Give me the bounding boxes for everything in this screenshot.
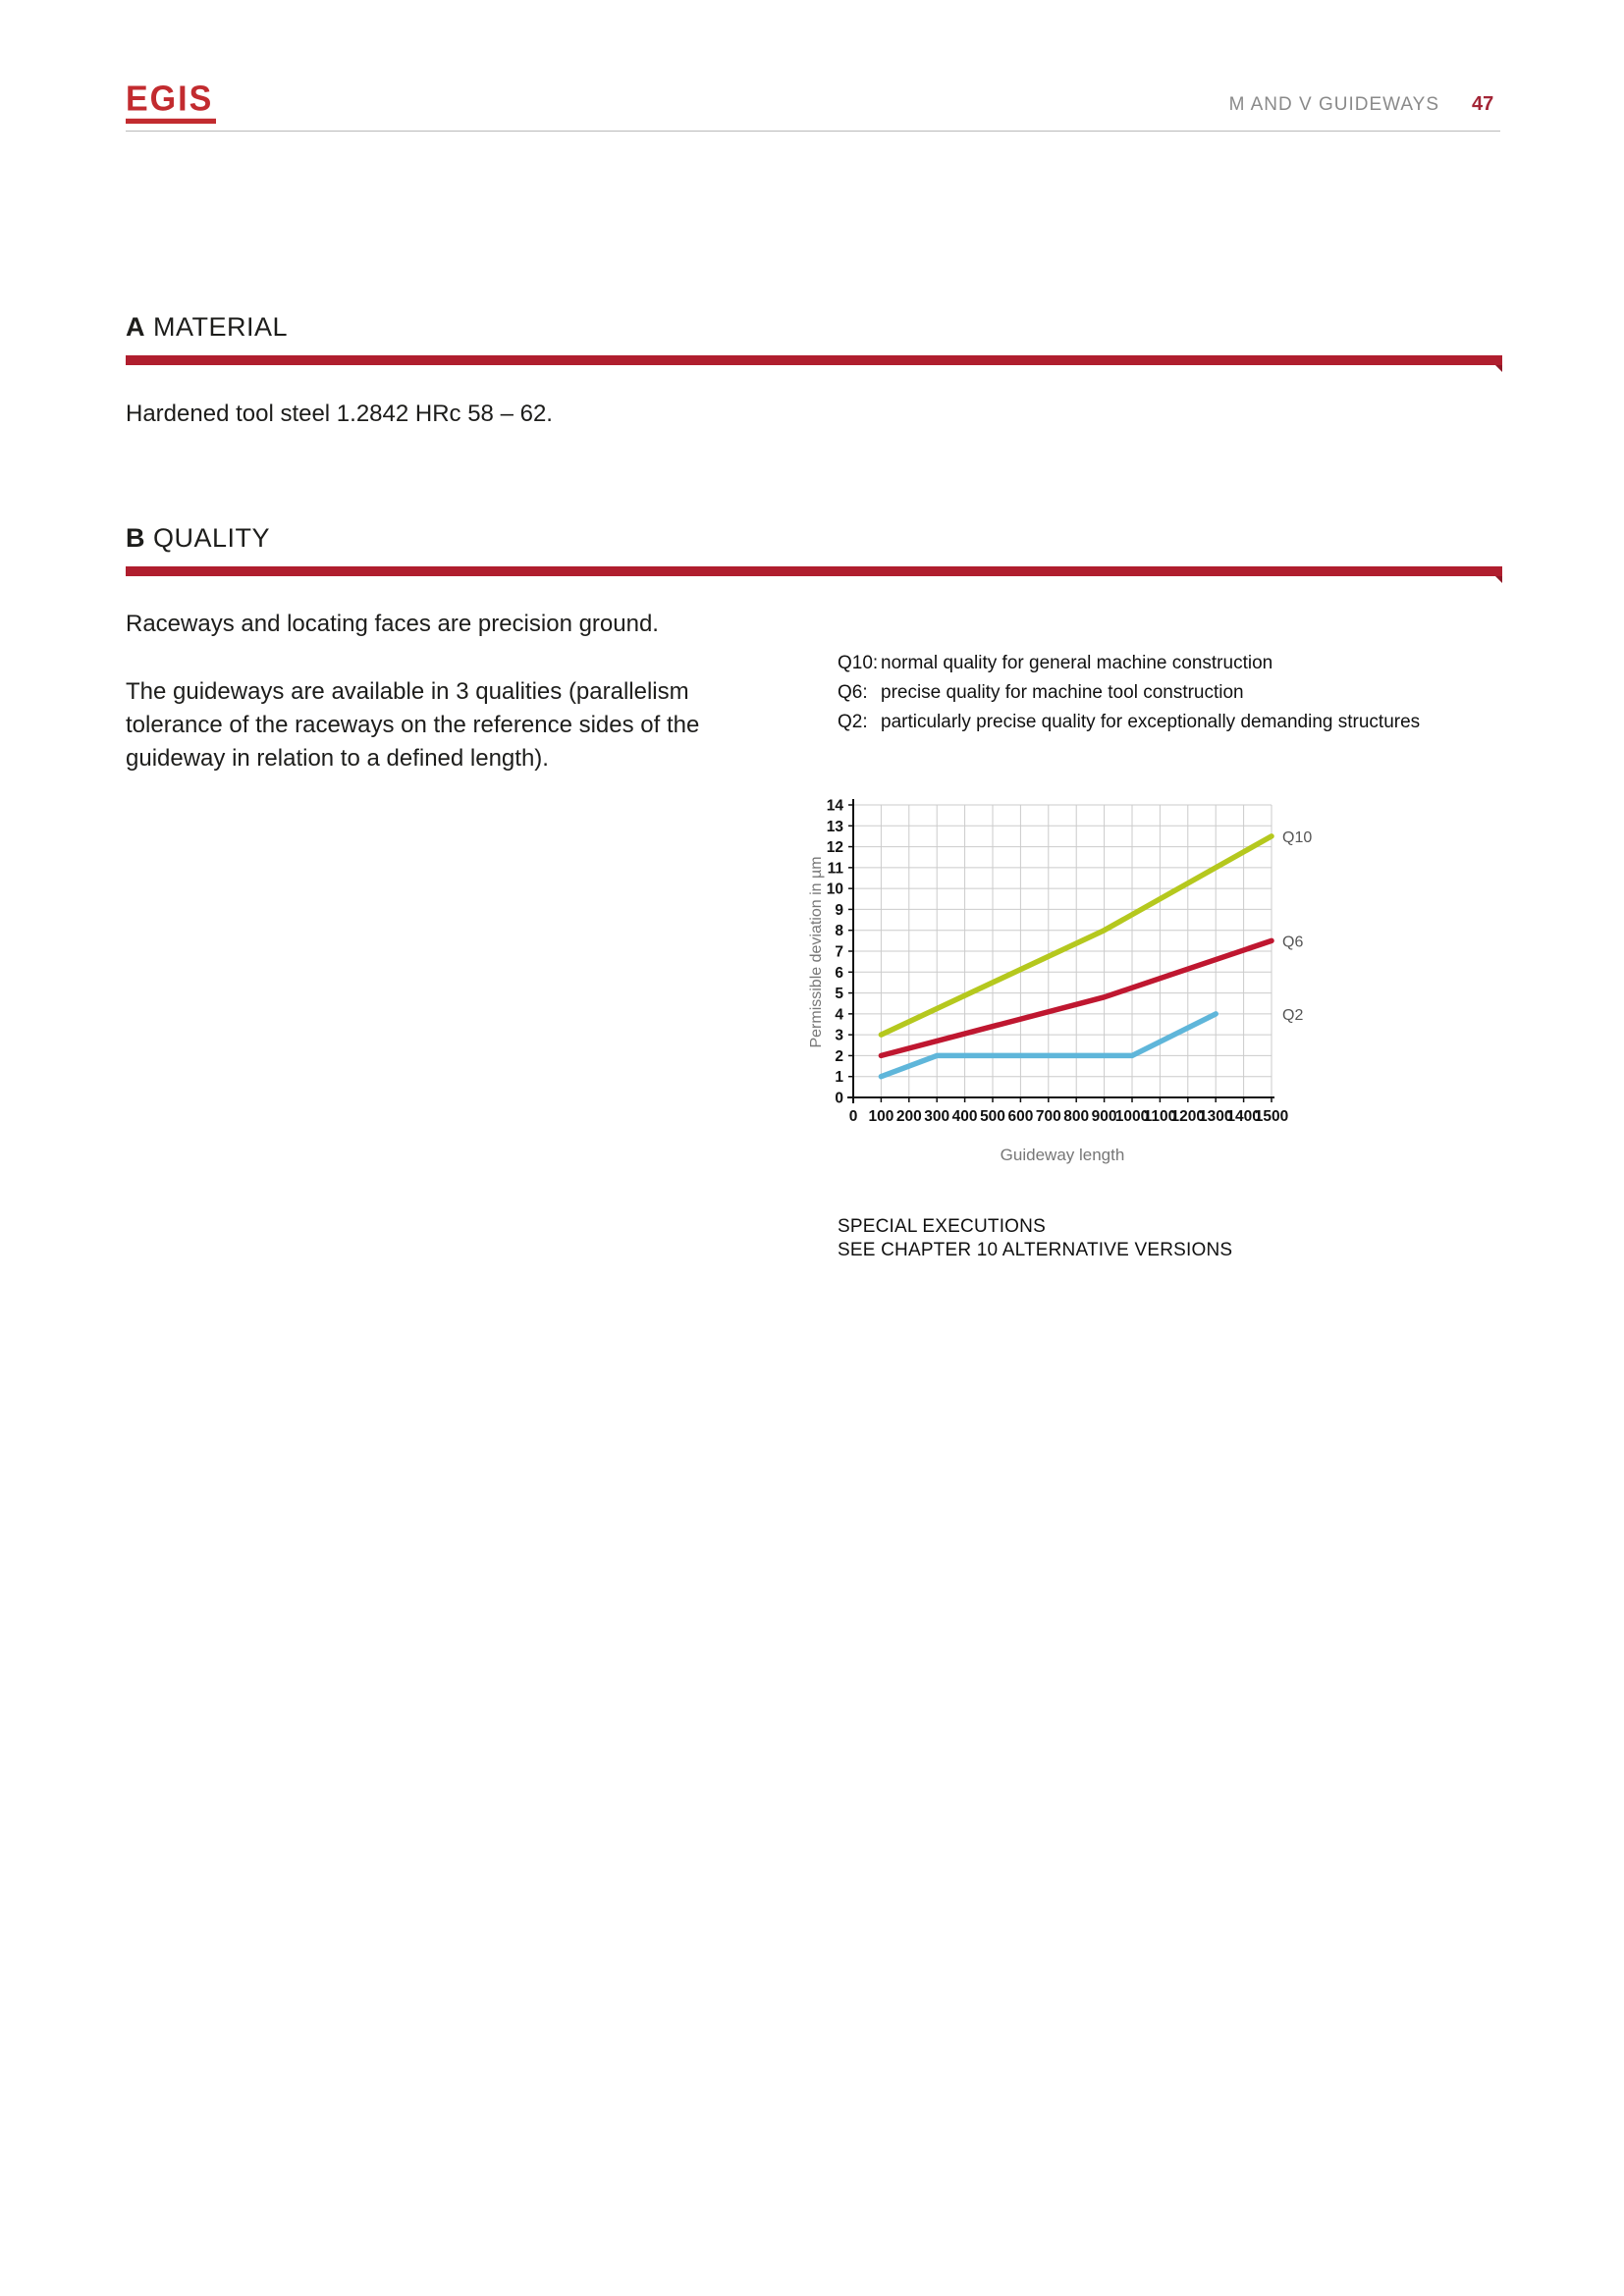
section-a-letter: A: [126, 312, 145, 342]
quality-chart: [805, 785, 1532, 1207]
svg-text:300: 300: [924, 1108, 950, 1125]
quality-legend: [838, 652, 1420, 740]
svg-text:100: 100: [868, 1108, 894, 1125]
y-axis-title: Permissible deviation in µm: [808, 856, 825, 1048]
series-label-Q6: Q6: [1282, 934, 1304, 951]
svg-text:6: 6: [835, 964, 843, 982]
section-b-rule: [126, 566, 1502, 576]
section-a-heading: [126, 312, 288, 343]
quality-intro-text: Raceways and locating faces are precision ground.: [126, 611, 659, 637]
legend-row-q2: [838, 711, 1420, 733]
legend-text: particularly precise quality for exceptionally demanding structures: [881, 712, 1421, 732]
legend-row-q10: [838, 652, 1420, 674]
svg-text:400: 400: [951, 1108, 978, 1125]
legend-text: precise quality for machine tool construction: [881, 682, 1244, 703]
legend-label: Q6:: [838, 682, 868, 703]
series-label-Q10: Q10: [1282, 828, 1313, 846]
legend-row-q6: [838, 681, 1420, 704]
svg-text:14: 14: [826, 797, 843, 815]
quality-chart-svg: [805, 785, 1532, 1207]
legend-label: Q10:: [838, 653, 879, 673]
header-chapter-title: M AND V GUIDEWAYS: [1228, 94, 1439, 115]
svg-text:0: 0: [848, 1108, 858, 1125]
note-line-2: SEE CHAPTER 10 ALTERNATIVE VERSIONS: [838, 1240, 1233, 1260]
svg-text:8: 8: [835, 923, 843, 940]
svg-text:1: 1: [835, 1069, 843, 1087]
svg-text:5: 5: [835, 986, 843, 1003]
rule-notch: [1495, 576, 1502, 583]
svg-text:800: 800: [1063, 1108, 1090, 1125]
svg-text:1100: 1100: [1143, 1108, 1177, 1125]
note-line-1: SPECIAL EXECUTIONS: [838, 1216, 1046, 1237]
section-b-heading: [126, 523, 270, 554]
quality-paragraph: The guideways are available in 3 qualities (parallelism tolerance of the raceways on the reference sides of the guideway in relation to a defined length).: [126, 678, 700, 772]
page-number: 47: [1472, 93, 1494, 115]
svg-text:11: 11: [827, 860, 843, 878]
special-executions-note: [838, 1215, 1232, 1262]
x-axis-title: Guideway length: [1000, 1146, 1125, 1164]
svg-text:10: 10: [826, 881, 843, 898]
svg-text:4: 4: [835, 1006, 843, 1024]
section-a-title: MATERIAL: [153, 312, 289, 342]
series-label-Q2: Q2: [1282, 1006, 1304, 1024]
section-b-letter: B: [126, 523, 145, 553]
svg-text:700: 700: [1035, 1108, 1061, 1125]
svg-text:3: 3: [835, 1027, 843, 1044]
svg-text:600: 600: [1007, 1108, 1034, 1125]
svg-text:13: 13: [826, 818, 843, 835]
egis-logo: EGIS: [126, 81, 216, 124]
svg-text:1500: 1500: [1254, 1108, 1289, 1125]
svg-text:1200: 1200: [1170, 1108, 1206, 1125]
legend-label: Q2:: [838, 712, 868, 732]
svg-text:1000: 1000: [1114, 1108, 1150, 1125]
svg-text:12: 12: [826, 839, 843, 857]
legend-text: normal quality for general machine construction: [881, 653, 1273, 673]
svg-text:200: 200: [895, 1108, 922, 1125]
svg-text:1400: 1400: [1226, 1108, 1261, 1125]
section-a-rule: [126, 355, 1502, 365]
svg-text:1300: 1300: [1198, 1108, 1233, 1125]
rule-notch: [1495, 365, 1502, 372]
header-rule: [126, 131, 1500, 132]
material-text: Hardened tool steel 1.2842 HRc 58 – 62.: [126, 400, 553, 427]
svg-text:0: 0: [835, 1090, 843, 1107]
chart-series-Q6: [881, 934, 1303, 1055]
svg-text:7: 7: [835, 943, 843, 961]
svg-text:9: 9: [835, 901, 843, 919]
svg-text:500: 500: [980, 1108, 1005, 1125]
svg-text:900: 900: [1091, 1108, 1117, 1125]
chart-series-Q10: [881, 829, 1312, 1035]
svg-text:2: 2: [835, 1047, 843, 1065]
section-b-title: QUALITY: [153, 523, 271, 553]
